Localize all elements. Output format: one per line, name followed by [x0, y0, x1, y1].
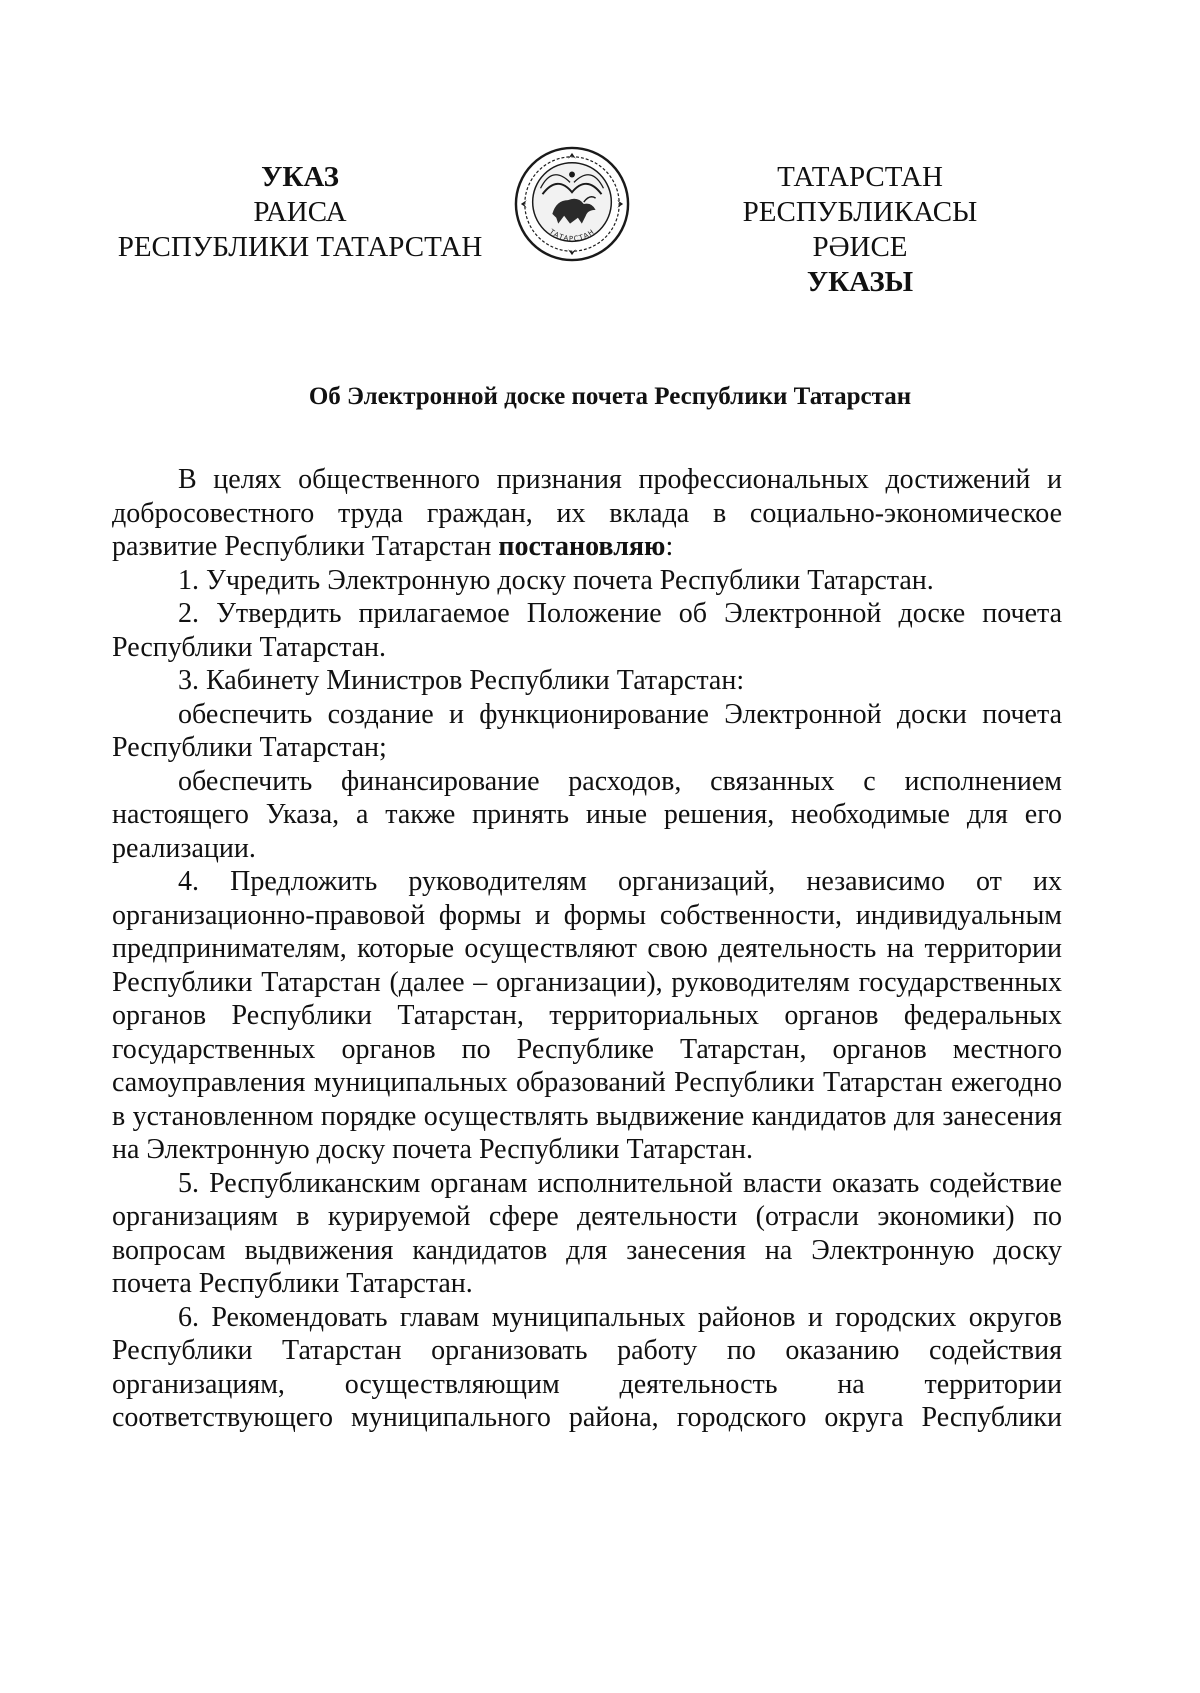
clause-1: 1. Учредить Электронную доску почета Республики Татарстан. — [178, 564, 934, 596]
preamble — [112, 463, 1062, 564]
preamble-bold: постановляю — [498, 531, 666, 562]
clause-4: 4. Предложить руководителям организаций, независимо от их организационно-правовой формы и формы собственности, индивидуальным предпринимателям, которые осуществляют свою деятельность на территории Республики Татарстан (далее – организации), руководителям государственных органов Республики Татарстан, территориальных органов федеральных государственных органов по Республике Татарстан, органов местного самоуправления муниципальных образований Республики Татарстан ежегодно в установленном порядке осуществлять выдвижение кандидатов для занесения на Электронную доску почета Республики Татарстан. — [112, 866, 1062, 1165]
header-tatar — [660, 160, 1060, 300]
header-russian — [115, 160, 485, 265]
clause-3-b: обеспечить финансирование расходов, связанных с исполнением настоящего Указа, а также принять иные решения, необходимые для его реализации. — [112, 765, 1062, 864]
clause-5: 5. Республиканским органам исполнительной власти оказать содействие организациям в курируемой сфере деятельности (отрасли экономики) по вопросам выдвижения кандидатов для занесения на Электронную доску почета Республики Татарстан. — [112, 1167, 1062, 1299]
header-left-line-3: РЕСПУБЛИКИ ТАТАРСТАН — [117, 231, 483, 263]
header-left-line-2: РАИСА — [253, 196, 347, 228]
clause-2: 2. Утвердить прилагаемое Положение об Электронной доске почета Республики Татарстан. — [112, 598, 1062, 663]
preamble-end: : — [665, 531, 674, 562]
document-body — [112, 463, 1062, 1435]
header-right-line-2: РӘИСЕ — [812, 231, 908, 263]
header-right-line-1: ТАТАРСТАН РЕСПУБЛИКАСЫ — [742, 161, 978, 228]
emblem-text: ТАТАРСТАН — [547, 227, 597, 243]
header-left-line-1: УКАЗ — [261, 161, 339, 193]
clause-6: 6. Рекомендовать главам муниципальных районов и городских округов Республики Татарстан организовать работу по оказанию содействия организациям, осуществляющим деятельность на территории соответствующего муниципального района, городского округа Республики — [112, 1301, 1062, 1433]
clause-3-a: обеспечить создание и функционирование Электронной доски почета Республики Татарстан; — [112, 698, 1062, 763]
clause-3-intro: 3. Кабинету Министров Республики Татарстан: — [178, 665, 745, 696]
document-title: Об Электронной доске почета Республики Татарстан — [308, 383, 912, 410]
header-right-line-3: УКАЗЫ — [806, 266, 914, 298]
coat-of-arms-icon — [513, 145, 631, 263]
preamble-text: В целях общественного признания профессиональных достижений и добросовестного труда граждан, их вклада в социально-экономическое развитие Республики Татарстан — [112, 464, 1062, 562]
